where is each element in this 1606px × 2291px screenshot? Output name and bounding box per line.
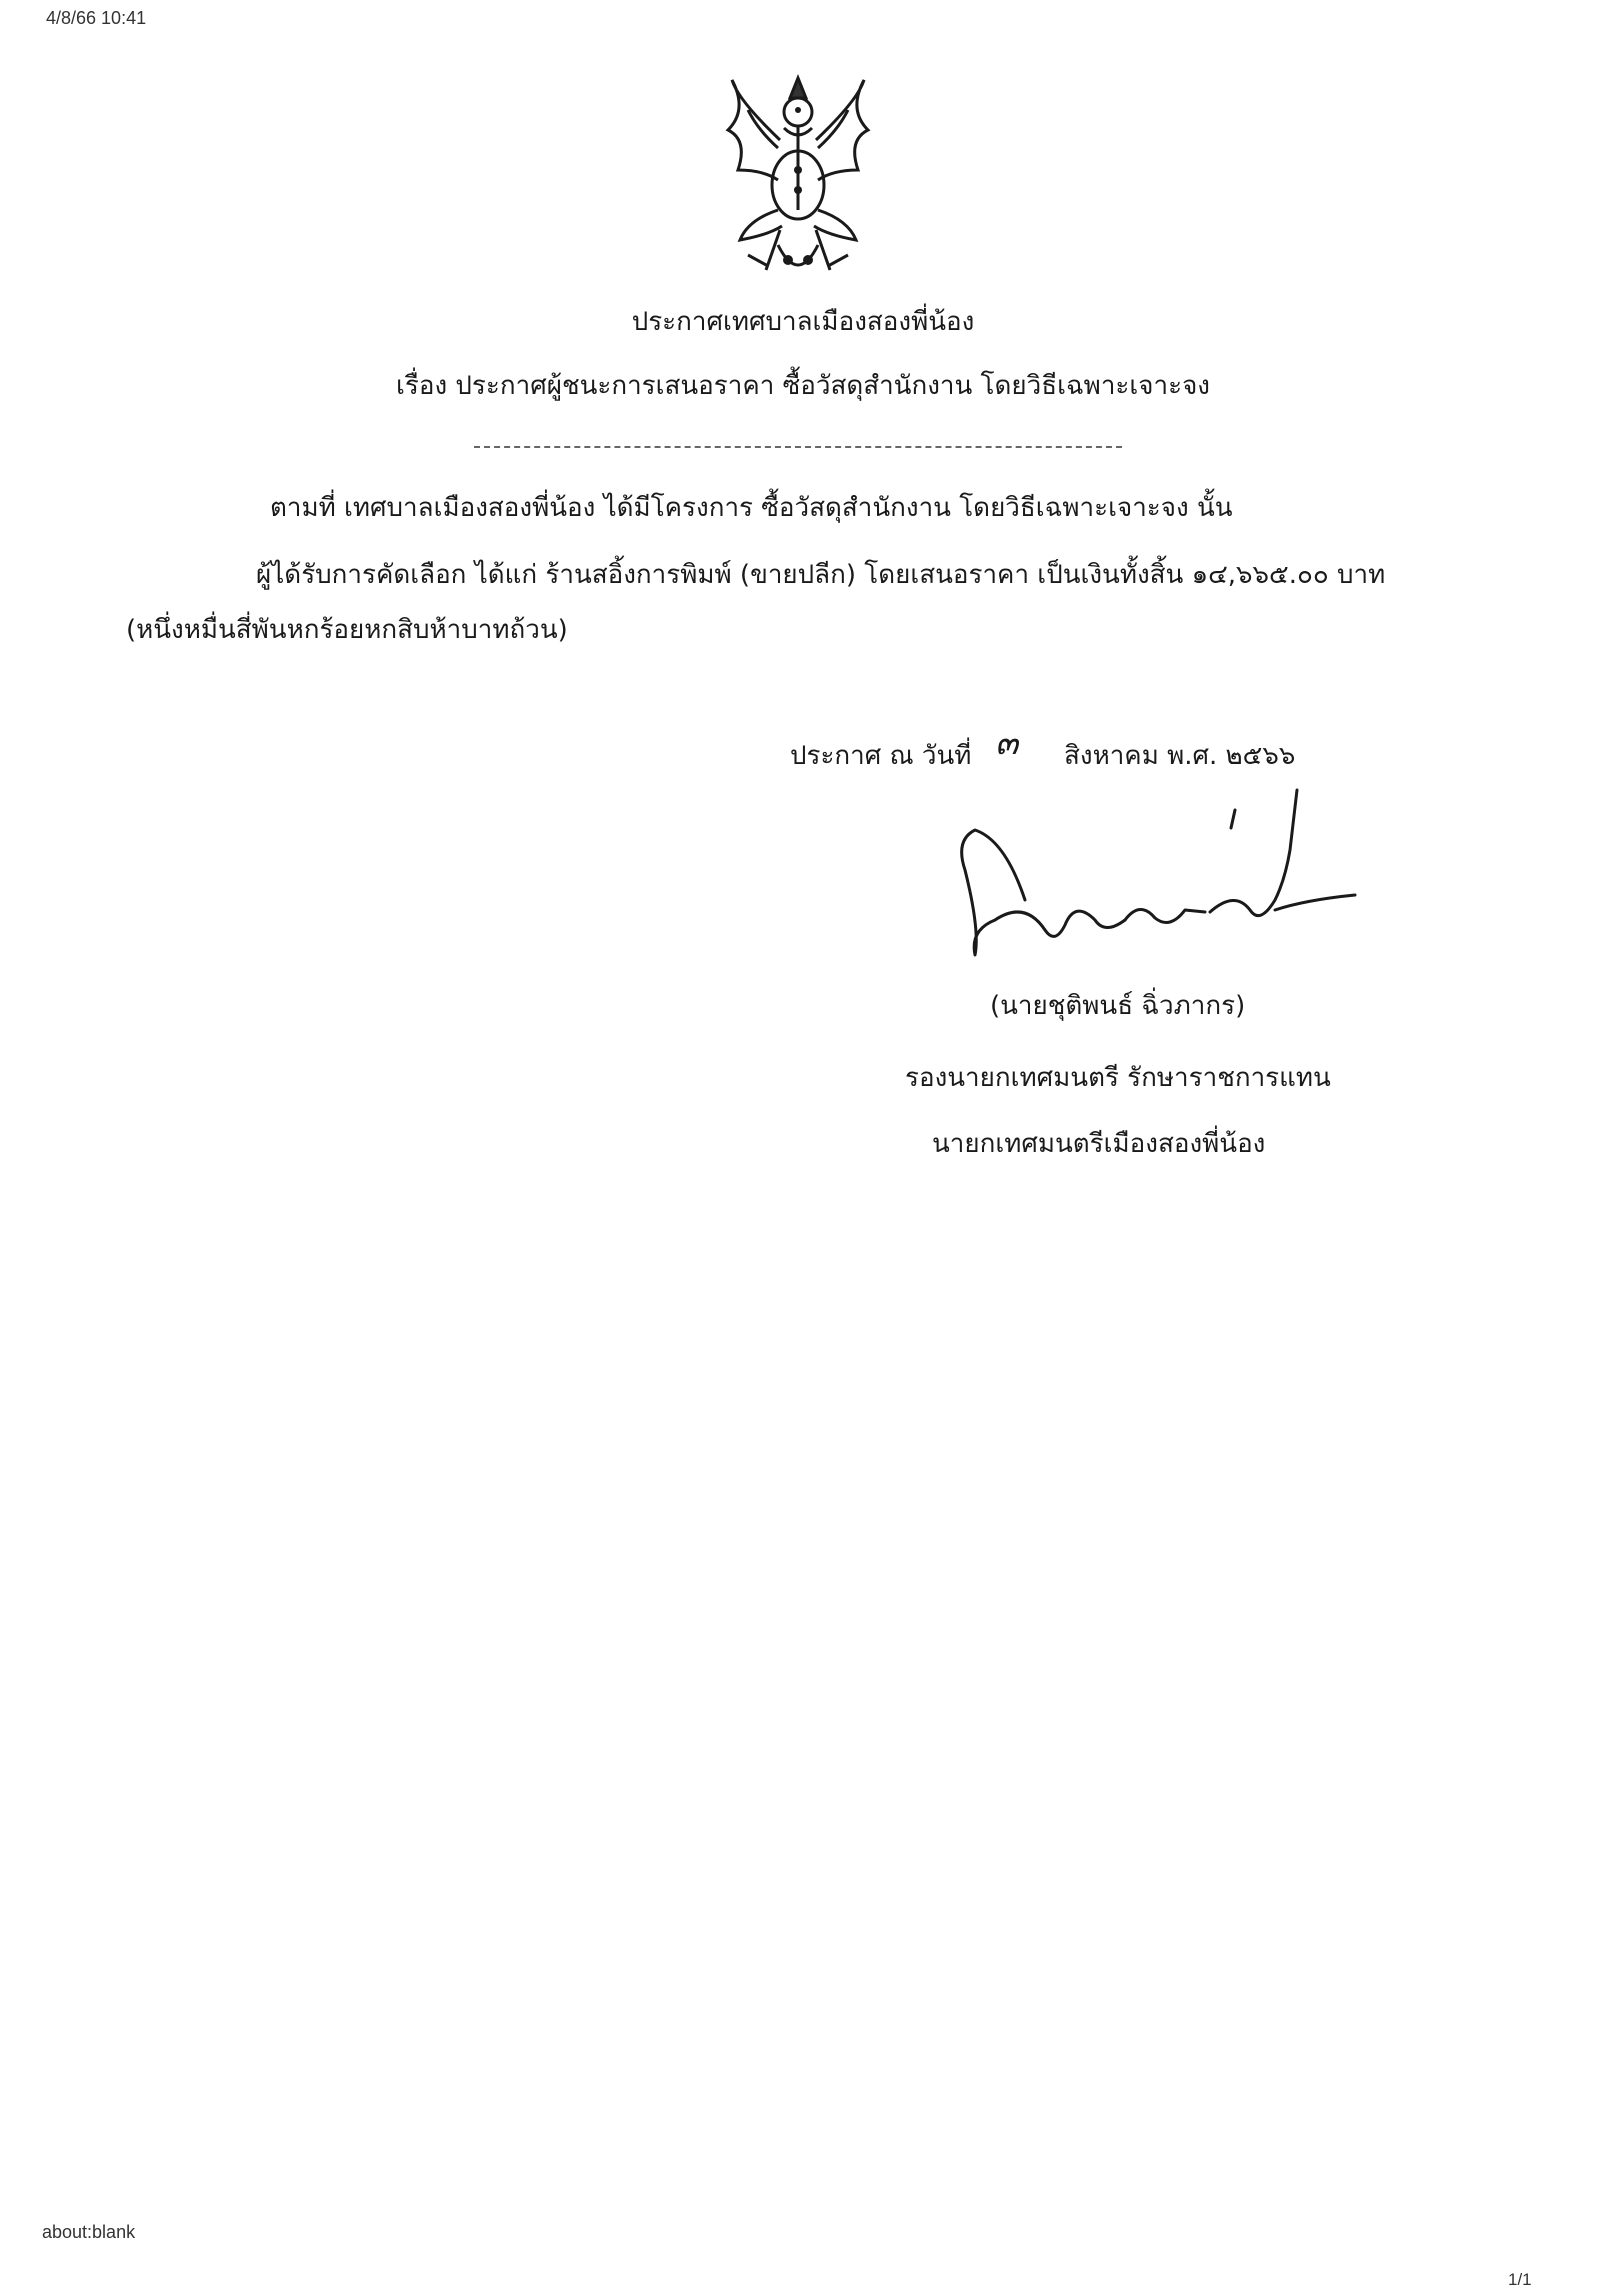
handwritten-signature bbox=[935, 780, 1375, 960]
print-timestamp: 4/8/66 10:41 bbox=[46, 8, 147, 28]
separator-line bbox=[474, 446, 1122, 448]
announced-prefix: ประกาศ ณ วันที่ bbox=[790, 741, 972, 771]
signatory-position-2: นายกเทศมนตรีเมืองสองพี่น้อง bbox=[932, 1129, 1266, 1159]
announced-month-year: สิงหาคม พ.ศ. ๒๕๖๖ bbox=[1064, 741, 1296, 771]
body-line-1: ตามที่ เทศบาลเมืองสองพี่น้อง ได้มีโครงการ ซื้อวัสดุสำนักงาน โดยวิธีเฉพาะเจาะจง นั้น bbox=[270, 493, 1233, 523]
signatory-position-1: รองนายกเทศมนตรี รักษาราชการแทน bbox=[905, 1063, 1331, 1093]
body-line-2: ผู้ได้รับการคัดเลือก ได้แก่ ร้านสอิ้งการพิมพ์ (ขายปลีก) โดยเสนอราคา เป็นเงินทั้งสิ้น ๑๔,๖๖๕.๐๐ บาท bbox=[256, 560, 1386, 590]
handwritten-day: ๓ bbox=[995, 723, 1019, 763]
signatory-name: (นายชุติพนธ์ ฉิ่วภากร) bbox=[990, 991, 1246, 1021]
page-number: 1/1 bbox=[1508, 2270, 1532, 2289]
body-line-3: (หนึ่งหมื่นสี่พันหกร้อยหกสิบห้าบาทถ้วน) bbox=[126, 615, 568, 645]
announcement-subject: เรื่อง ประกาศผู้ชนะการเสนอราคา ซื้อวัสดุสำนักงาน โดยวิธีเฉพาะเจาะจง bbox=[396, 371, 1210, 401]
announcement-title: ประกาศเทศบาลเมืองสองพี่น้อง bbox=[631, 307, 975, 337]
garuda-emblem-icon bbox=[718, 70, 878, 290]
print-url: about:blank bbox=[42, 2222, 136, 2242]
